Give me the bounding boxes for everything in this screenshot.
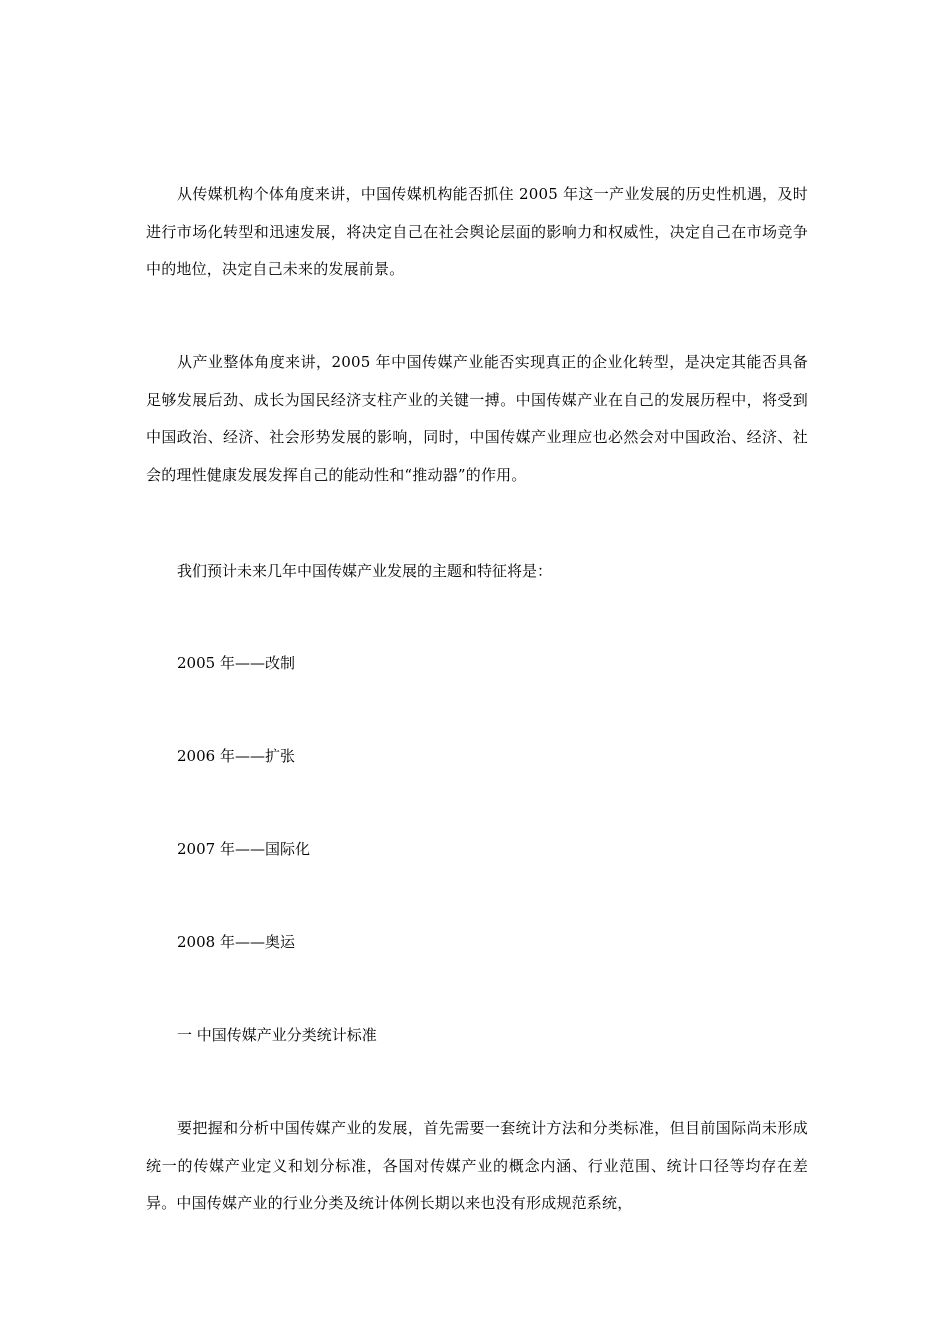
timeline-item-2006: 2006 年——扩张	[177, 747, 295, 765]
paragraph-industry-overall: 从产业整体角度来讲，2005 年中国传媒产业能否实现真正的企业化转型，是决定其能否具备足够发展后劲、成长为国民经济支柱产业的关键一搏。中国传媒产业在自己的发展历程中，将受到中国政治、经济、社会形势发展的影响，同时，中国传媒产业理应也必然会对中国政治、经济、社会的理性健康发展发挥自己的能动性和“推动器”的作用。	[146, 353, 808, 484]
paragraph-media-institution: 从传媒机构个体角度来讲，中国传媒机构能否抓住 2005 年这一产业发展的历史性机遇，及时进行市场化转型和迅速发展，将决定自己在社会舆论层面的影响力和权威性，决定自己在市场竞争中的地位，决定自己未来的发展前景。	[146, 185, 808, 278]
paragraph-forecast-intro: 我们预计未来几年中国传媒产业发展的主题和特征将是：	[177, 562, 553, 580]
timeline-item-2005: 2005 年——改制	[177, 654, 295, 672]
timeline-item-2007: 2007 年——国际化	[177, 840, 310, 858]
paragraph-statistics-standard: 要把握和分析中国传媒产业的发展，首先需要一套统计方法和分类标准，但目前国际尚未形成统一的传媒产业定义和划分标准，各国对传媒产业的概念内涵、行业范围、统计口径等均存在差异。中国传媒产业的行业分类及统计体例长期以来也没有形成规范系统，	[146, 1119, 808, 1212]
timeline-item-2008: 2008 年——奥运	[177, 933, 295, 951]
section-heading: 一 中国传媒产业分类统计标准	[177, 1026, 377, 1044]
